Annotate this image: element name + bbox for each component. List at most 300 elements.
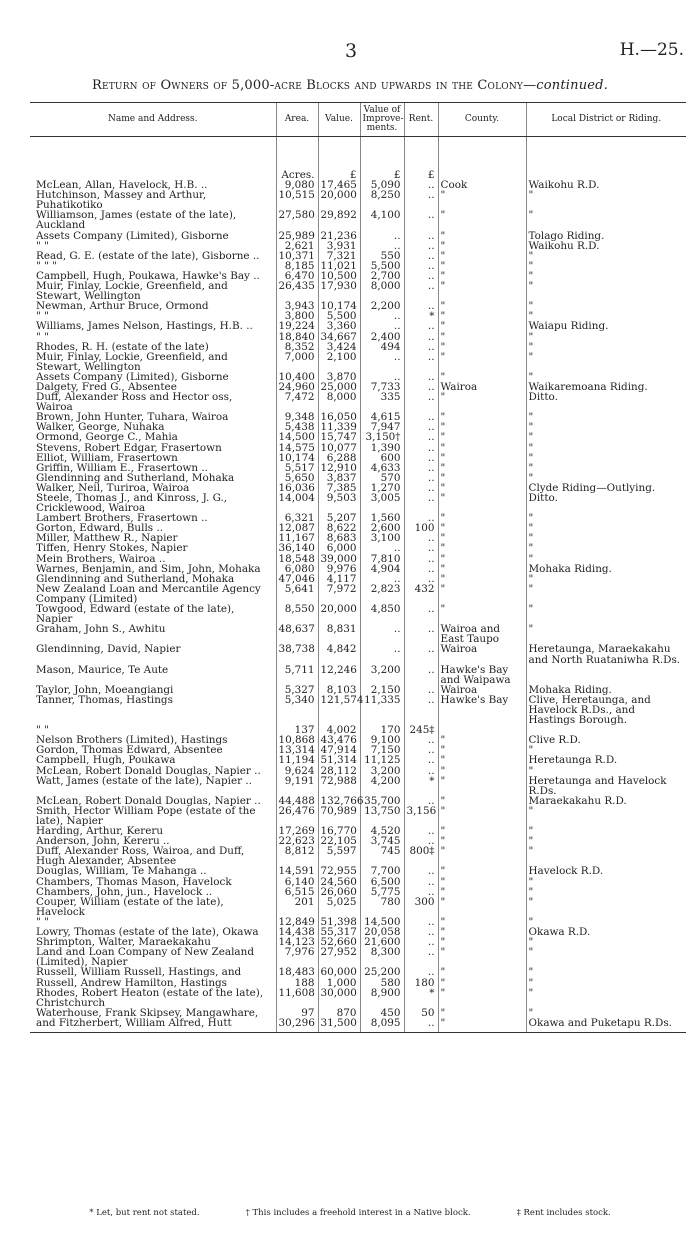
cell-improvements: ..: [360, 624, 404, 644]
cell-area: 14,591: [276, 866, 318, 876]
cell-area: 19,224: [276, 321, 318, 331]
cell-rent: ..: [404, 443, 438, 453]
cell-improvements: 450: [360, 1008, 404, 1018]
table-row: [30, 1018, 686, 1033]
cell-rent: ..: [404, 301, 438, 311]
cell-improvements: 1,390: [360, 443, 404, 453]
cell-name: Walker, Neil, Turiroa, Wairoa: [36, 481, 190, 494]
cell-improvements: 550: [360, 251, 404, 261]
cell-value: 29,892: [318, 210, 360, 230]
cell-county: ": [438, 493, 526, 513]
cell-name: Land and Loan Company of New Zealand (Limited), Napier: [36, 946, 254, 969]
cell-improvements: 7,700: [360, 866, 404, 876]
table-row: [30, 988, 686, 1008]
cell-area: 5,641: [276, 584, 318, 604]
cell-county: ": [438, 796, 526, 806]
cell-rent: 3,156: [404, 806, 438, 826]
cell-area: 11,194: [276, 755, 318, 765]
cell-county: Cook: [438, 180, 526, 190]
cell-improvements: 3,200: [360, 766, 404, 776]
cell-area: 2,621: [276, 241, 318, 251]
cell-rent: ..: [404, 241, 438, 251]
cell-name: Williamson, James (estate of the late), Auckland: [36, 209, 237, 232]
cell-county: Hawke's Bay and Waipawa: [438, 665, 526, 685]
cell-improvements: ..: [360, 352, 404, 372]
footnote-freehold: † This includes a freehold interest in a Native block.: [245, 1208, 471, 1218]
cell-rent: ..: [404, 877, 438, 887]
cell-district: ": [526, 190, 686, 210]
cell-value: 47,914: [318, 745, 360, 755]
cell-area: 188: [276, 978, 318, 988]
cell-district: [526, 665, 686, 685]
cell-value: 8,622: [318, 523, 360, 533]
cell-improvements: 3,745: [360, 836, 404, 846]
cell-county: ": [438, 311, 526, 321]
cell-value: 26,060: [318, 887, 360, 897]
cell-district: Heretaunga and Havelock R.Ds.: [526, 776, 686, 796]
cell-name: Waterhouse, Frank Skipsey, Mangawhare,: [36, 1006, 259, 1019]
cell-value: 870: [318, 1008, 360, 1018]
cell-area: 10,371: [276, 251, 318, 261]
cell-district: ": [526, 604, 686, 624]
cell-rent: 180: [404, 978, 438, 988]
cell-name: Rhodes, R. H. (estate of the late): [36, 340, 209, 353]
cell-area: 9,191: [276, 776, 318, 796]
cell-name: Assets Company (Limited), Gisborne: [36, 370, 229, 383]
cell-improvements: 7,150: [360, 745, 404, 755]
cell-district: Waikohu R.D.: [526, 180, 686, 190]
cell-value: 55,317: [318, 927, 360, 937]
cell-improvements: 8,300: [360, 947, 404, 967]
cell-value: 6,288: [318, 453, 360, 463]
table-row: [30, 604, 686, 624]
cell-rent: ..: [404, 836, 438, 846]
cell-improvements: 25,200: [360, 967, 404, 977]
cell-value: 27,952: [318, 947, 360, 967]
cell-county: Wairoa and East Taupo: [438, 624, 526, 644]
cell-value: 3,870: [318, 372, 360, 382]
cell-rent: ..: [404, 947, 438, 967]
col-header-area: Area.: [276, 103, 318, 137]
cell-name: Harding, Arthur, Kereru: [36, 825, 164, 838]
cell-county: ": [438, 554, 526, 564]
cell-name: Newman, Arthur Bruce, Ormond: [36, 300, 209, 313]
cell-district: ": [526, 1008, 686, 1018]
cell-district: ": [526, 745, 686, 755]
cell-improvements: 3,150†: [360, 432, 404, 442]
cell-area: 17,269: [276, 826, 318, 836]
cell-name: Dalgety, Fred G., Absentee: [36, 380, 177, 393]
cell-district: ": [526, 543, 686, 553]
cell-rent: ..: [404, 554, 438, 564]
cell-improvements: 4,615: [360, 412, 404, 422]
cell-county: ": [438, 866, 526, 876]
cell-district: ": [526, 412, 686, 422]
cell-name: Nelson Brothers (Limited), Hastings: [36, 734, 228, 747]
cell-improvements: 3,100: [360, 533, 404, 543]
table-row: [30, 897, 686, 917]
cell-district: ": [526, 877, 686, 887]
cell-rent: ..: [404, 473, 438, 483]
cell-area: 6,321: [276, 513, 318, 523]
cell-county: ": [438, 735, 526, 745]
cell-improvements: 2,700: [360, 271, 404, 281]
cell-district: ": [526, 533, 686, 543]
col-header-improvements: Value of Improve-ments.: [360, 103, 404, 137]
cell-value: 34,667: [318, 332, 360, 342]
cell-county: ": [438, 332, 526, 342]
cell-name: McLean, Allan, Havelock, H.B. ..: [36, 179, 208, 192]
cell-county: ": [438, 927, 526, 937]
cell-district: ": [526, 463, 686, 473]
cell-improvements: 7,733: [360, 382, 404, 392]
cell-area: 3,800: [276, 311, 318, 321]
cell-county: ": [438, 826, 526, 836]
cell-name: Chambers, Thomas Mason, Havelock: [36, 875, 232, 888]
table-row: [30, 321, 686, 331]
cell-name: " ": [36, 330, 49, 343]
cell-county: ": [438, 443, 526, 453]
page-header: [0, 40, 700, 64]
cell-rent: ..: [404, 826, 438, 836]
cell-name: Tanner, Thomas, Hastings: [36, 693, 173, 706]
cell-value: 5,025: [318, 897, 360, 917]
cell-county: ": [438, 1008, 526, 1018]
cell-name: Taylor, John, Moeangiangi: [36, 683, 174, 696]
cell-district: Okawa R.D.: [526, 927, 686, 937]
cell-area: 97: [276, 1008, 318, 1018]
cell-area: 10,868: [276, 735, 318, 745]
cell-improvements: 745: [360, 846, 404, 866]
table-row: [30, 301, 686, 311]
cell-district: ": [526, 937, 686, 947]
cell-county: ": [438, 483, 526, 493]
table-row: [30, 281, 686, 301]
cell-value: 72,988: [318, 776, 360, 796]
cell-district: Heretaunga, Maraekakahu and North Ruataniwha R.Ds.: [526, 644, 686, 664]
cell-rent: ..: [404, 927, 438, 937]
cell-district: ": [526, 443, 686, 453]
cell-county: ": [438, 271, 526, 281]
cell-value: 70,989: [318, 806, 360, 826]
table-row: [30, 776, 686, 796]
cell-improvements: 494: [360, 342, 404, 352]
cell-county: ": [438, 422, 526, 432]
cell-county: Wairoa: [438, 382, 526, 392]
cell-district: Clive, Heretaunga, and Havelock R.Ds., and Hastings Borough.: [526, 695, 686, 725]
cell-rent: ..: [404, 745, 438, 755]
cell-rent: ..: [404, 796, 438, 806]
cell-improvements: 2,600: [360, 523, 404, 533]
cell-county: ": [438, 352, 526, 372]
cell-improvements: ..: [360, 574, 404, 584]
cell-county: ": [438, 1018, 526, 1033]
cell-name: Muir, Finlay, Lockie, Greenfield, and Stewart, Wellington: [36, 350, 228, 373]
cell-area: 6,140: [276, 877, 318, 887]
cell-rent: 432: [404, 584, 438, 604]
cell-rent: ..: [404, 665, 438, 685]
cell-name: Mason, Maurice, Te Aute: [36, 663, 169, 676]
cell-value: 30,000: [318, 988, 360, 1008]
cell-improvements: 21,600: [360, 937, 404, 947]
cell-improvements: 14,500: [360, 917, 404, 927]
cell-improvements: 8,000: [360, 281, 404, 301]
cell-area: 44,488: [276, 796, 318, 806]
cell-county: ": [438, 766, 526, 776]
cell-rent: ..: [404, 533, 438, 543]
cell-value: 51,314: [318, 755, 360, 765]
cell-district: ": [526, 473, 686, 483]
cell-improvements: 9,100: [360, 735, 404, 745]
cell-value: 7,321: [318, 251, 360, 261]
cell-improvements: 7,947: [360, 422, 404, 432]
cell-county: ": [438, 190, 526, 210]
cell-district: Waikaremoana Riding.: [526, 382, 686, 392]
cell-district: ": [526, 311, 686, 321]
cell-rent: ..: [404, 261, 438, 271]
cell-county: ": [438, 947, 526, 967]
cell-county: ": [438, 533, 526, 543]
table-row: [30, 493, 686, 513]
cell-improvements: ..: [360, 231, 404, 241]
cell-rent: 300: [404, 897, 438, 917]
cell-district: Ditto.: [526, 493, 686, 513]
cell-value: 72,955: [318, 866, 360, 876]
unit-value: £: [318, 137, 360, 181]
cell-name: Assets Company (Limited), Gisborne: [36, 229, 229, 242]
cell-rent: ..: [404, 432, 438, 442]
cell-name: Hutchinson, Massey and Arthur, Puhatikotiko: [36, 189, 207, 212]
cell-district: ": [526, 846, 686, 866]
cell-improvements: 2,400: [360, 332, 404, 342]
cell-rent: ..: [404, 251, 438, 261]
cell-district: ": [526, 917, 686, 927]
footnote-let: * Let, but rent not stated.: [89, 1208, 200, 1218]
cell-name: Duff, Alexander Ross, Wairoa, and Duff, Hugh Alexander, Absentee: [36, 845, 245, 868]
cell-improvements: 3,200: [360, 665, 404, 685]
cell-value: 10,077: [318, 443, 360, 453]
cell-improvements: 5,090: [360, 180, 404, 190]
cell-rent: ..: [404, 463, 438, 473]
cell-value: 39,000: [318, 554, 360, 564]
cell-area: 11,167: [276, 533, 318, 543]
table-row: [30, 806, 686, 826]
cell-area: 6,515: [276, 887, 318, 897]
cell-name: and Fitzherbert, William Alfred, Hutt: [30, 1018, 276, 1033]
cell-area: 26,476: [276, 806, 318, 826]
cell-county: [438, 725, 526, 735]
cell-name: Campbell, Hugh, Poukawa, Hawke's Bay ..: [36, 269, 260, 282]
cell-district: ": [526, 210, 686, 230]
cell-county: ": [438, 463, 526, 473]
cell-county: ": [438, 745, 526, 755]
cell-improvements: ..: [360, 372, 404, 382]
table-row: [30, 210, 686, 230]
cell-value: 52,660: [318, 937, 360, 947]
cell-area: 30,296: [276, 1018, 318, 1033]
cell-county: ": [438, 261, 526, 271]
cell-name: Glendinning and Sutherland, Mohaka: [36, 471, 235, 484]
col-header-value: Value.: [318, 103, 360, 137]
cell-area: 3,943: [276, 301, 318, 311]
cell-value: 12,910: [318, 463, 360, 473]
cell-improvements: 4,904: [360, 564, 404, 574]
cell-district: ": [526, 332, 686, 342]
cell-area: 10,515: [276, 190, 318, 210]
cell-county: ": [438, 210, 526, 230]
cell-improvements: 7,810: [360, 554, 404, 564]
unit-rent: £: [404, 137, 438, 181]
cell-value: 20,000: [318, 190, 360, 210]
cell-name: Lowry, Thomas (estate of the late), Okawa: [36, 926, 259, 939]
cell-value: 8,000: [318, 392, 360, 412]
cell-improvements: 20,058: [360, 927, 404, 937]
cell-rent: ..: [404, 604, 438, 624]
cell-area: 6,470: [276, 271, 318, 281]
cell-value: 6,000: [318, 543, 360, 553]
cell-improvements: ..: [360, 241, 404, 251]
cell-name: Ormond, George C., Mahia: [36, 431, 178, 444]
cell-county: ": [438, 574, 526, 584]
cell-name: Warnes, Benjamin, and Sim, John, Mohaka: [36, 562, 261, 575]
cell-name: Watt, James (estate of the late), Napier ..: [36, 774, 252, 787]
table-row: [30, 352, 686, 372]
cell-value: 17,465: [318, 180, 360, 190]
cell-district: ": [526, 554, 686, 564]
cell-area: 24,960: [276, 382, 318, 392]
table-row: [30, 846, 686, 866]
cell-county: ": [438, 513, 526, 523]
cell-value: 43,476: [318, 735, 360, 745]
cell-rent: ..: [404, 281, 438, 301]
cell-district: ": [526, 887, 686, 897]
cell-area: 8,550: [276, 604, 318, 624]
footnotes: [0, 1208, 700, 1218]
cell-area: 25,989: [276, 231, 318, 241]
cell-county: ": [438, 887, 526, 897]
cell-rent: ..: [404, 412, 438, 422]
cell-improvements: 5,775: [360, 887, 404, 897]
cell-area: 36,140: [276, 543, 318, 553]
cell-improvements: 5,500: [360, 261, 404, 271]
cell-county: ": [438, 372, 526, 382]
cell-rent: ..: [404, 453, 438, 463]
cell-county: ": [438, 543, 526, 553]
cell-area: 18,840: [276, 332, 318, 342]
cell-improvements: 780: [360, 897, 404, 917]
cell-district: ": [526, 978, 686, 988]
cell-improvements: 4,100: [360, 210, 404, 230]
cell-rent: 50: [404, 1008, 438, 1018]
cell-rent: ..: [404, 180, 438, 190]
table-row: [30, 624, 686, 644]
cell-value: 5,207: [318, 513, 360, 523]
cell-rent: ..: [404, 564, 438, 574]
cell-value: 2,100: [318, 352, 360, 372]
cell-area: 14,575: [276, 443, 318, 453]
cell-county: ": [438, 897, 526, 917]
cell-improvements: 2,200: [360, 301, 404, 311]
cell-area: 7,472: [276, 392, 318, 412]
cell-district: ": [526, 513, 686, 523]
cell-name: Graham, John S., Awhitu: [36, 623, 166, 636]
cell-value: 21,236: [318, 231, 360, 241]
col-header-district: Local District or Riding.: [526, 103, 686, 137]
cell-area: 6,080: [276, 564, 318, 574]
page-number: 3: [345, 40, 358, 62]
cell-name: Couper, William (estate of the late), Havelock: [36, 895, 224, 918]
cell-rent: ..: [404, 332, 438, 342]
cell-value: 17,930: [318, 281, 360, 301]
cell-rent: 800‡: [404, 846, 438, 866]
cell-district: ": [526, 766, 686, 776]
cell-area: 5,517: [276, 463, 318, 473]
cell-area: 14,123: [276, 937, 318, 947]
cell-area: 5,711: [276, 665, 318, 685]
cell-area: 9,624: [276, 766, 318, 776]
cell-district: ": [526, 897, 686, 917]
cell-area: 18,483: [276, 967, 318, 977]
cell-county: ": [438, 604, 526, 624]
cell-district: ": [526, 988, 686, 1008]
cell-county: ": [438, 564, 526, 574]
cell-rent: ..: [404, 372, 438, 382]
cell-improvements: 35,700: [360, 796, 404, 806]
cell-improvements: ..: [360, 644, 404, 664]
cell-value: 8,103: [318, 685, 360, 695]
cell-area: 16,036: [276, 483, 318, 493]
cell-county: ": [438, 836, 526, 846]
cell-district: ": [526, 574, 686, 584]
cell-rent: ..: [404, 352, 438, 372]
cell-name: Lambert Brothers, Frasertown ..: [36, 512, 208, 525]
cell-value: 121,574: [318, 695, 360, 725]
cell-value: 16,770: [318, 826, 360, 836]
cell-value: 15,747: [318, 432, 360, 442]
cell-name: Gorton, Edward, Bulls ..: [36, 522, 164, 535]
cell-district: ": [526, 584, 686, 604]
cell-name: Smith, Hector William Pope (estate of the late), Napier: [36, 804, 256, 827]
cell-county: ": [438, 453, 526, 463]
table-row: [30, 695, 686, 725]
cell-value: 16,050: [318, 412, 360, 422]
cell-county: ": [438, 251, 526, 261]
cell-county: ": [438, 755, 526, 765]
cell-improvements: ..: [360, 311, 404, 321]
cell-rent: *: [404, 776, 438, 796]
cell-improvements: 11,335: [360, 695, 404, 725]
cell-name: Glendinning, David, Napier: [36, 643, 181, 656]
cell-rent: ..: [404, 231, 438, 241]
cell-value: 4,002: [318, 725, 360, 735]
cell-rent: ..: [404, 342, 438, 352]
cell-name: Mein Brothers, Wairoa ..: [36, 552, 166, 565]
cell-improvements: 11,125: [360, 755, 404, 765]
cell-value: 51,398: [318, 917, 360, 927]
cell-value: 28,112: [318, 766, 360, 776]
cell-name: Shrimpton, Walter, Maraekakahu: [36, 936, 211, 949]
unit-area: Acres.: [276, 137, 318, 181]
cell-rent: *: [404, 311, 438, 321]
cell-rent: ..: [404, 321, 438, 331]
cell-improvements: 13,750: [360, 806, 404, 826]
cell-improvements: 1,270: [360, 483, 404, 493]
cell-name: " ": [36, 310, 49, 323]
cell-district: Clyde Riding—Outlying.: [526, 483, 686, 493]
cell-county: ": [438, 988, 526, 1008]
cell-name: Williams, James Nelson, Hastings, H.B. ..: [36, 320, 253, 333]
cell-area: 26,435: [276, 281, 318, 301]
